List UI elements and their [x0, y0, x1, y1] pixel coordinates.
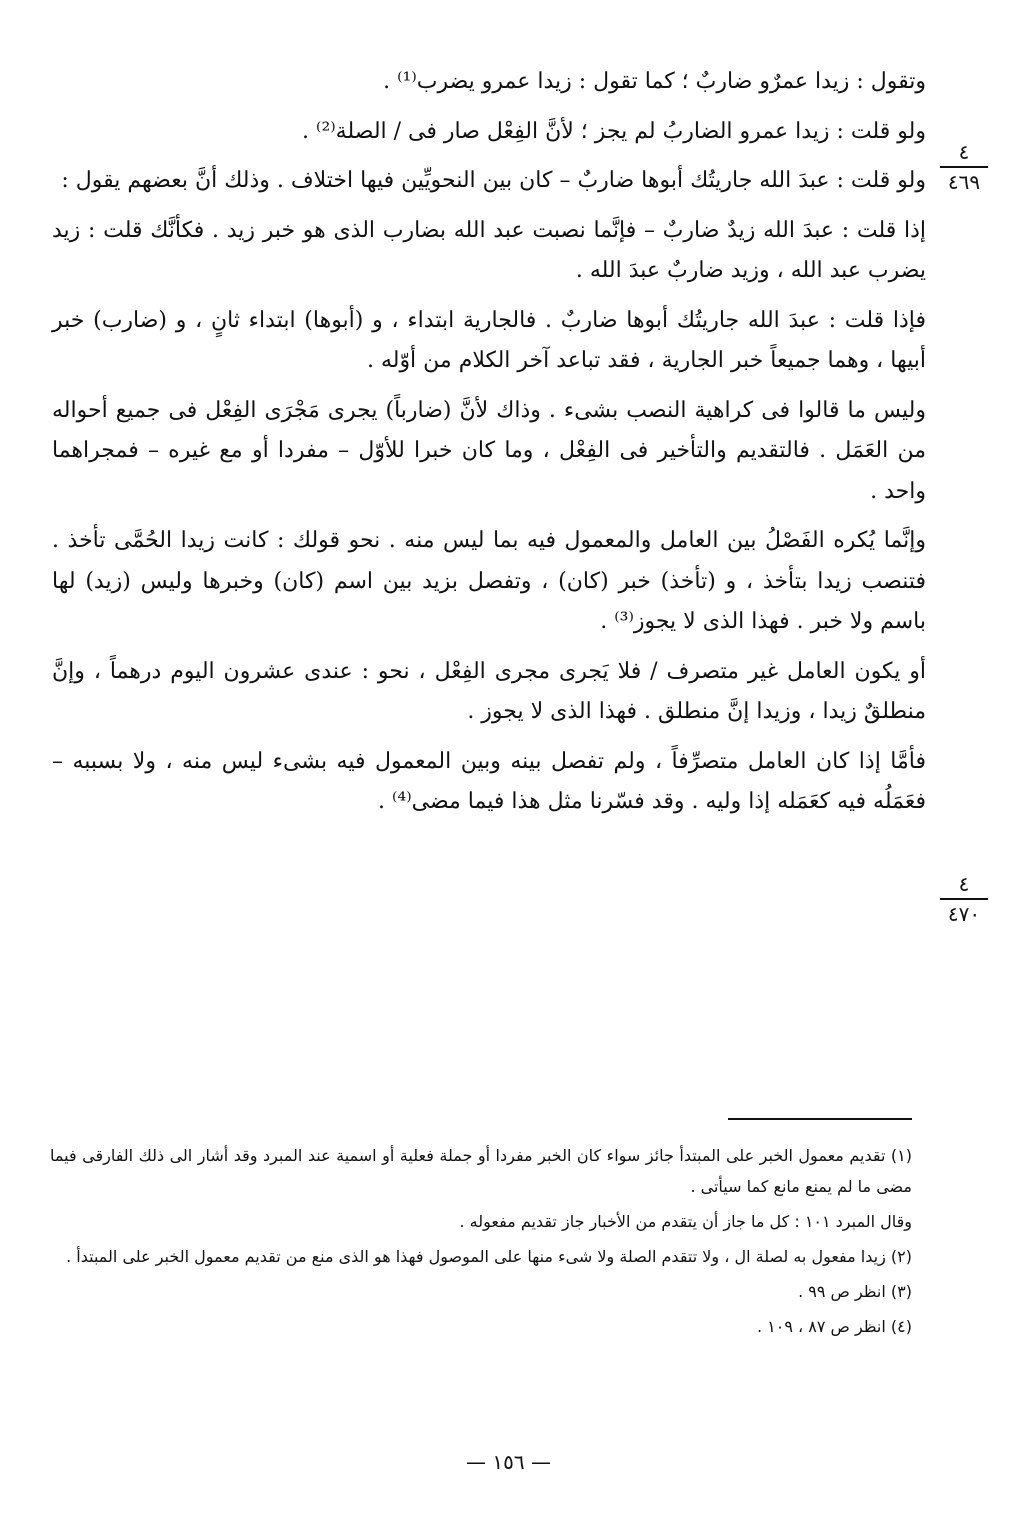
page-number: — ١٥٦ — [466, 1450, 551, 1474]
margin-reference-volume: ٤ [958, 140, 970, 164]
main-text [52, 62, 926, 832]
paragraph-7: وإنَّما يُكره الفَصْلُ بين العامل والمعمول فيه بما ليس منه . نحو قولك : كانت زيدا الحُمَّى تأخذ . فتنصب زيدا بتأخذ ، و (تأخذ) خبر (كان) ، وتفصل بزيد بين اسم (كان) وخبرها وليس (زيد) لها باسم ولا خبر . فهذا الذى لا يجوز⁽³⁾ . [52, 528, 926, 634]
footnotes [50, 1140, 912, 1346]
margin-reference-page: ٤٧٠ [947, 902, 981, 926]
paragraph-1: وتقول : زيدا عمرٌو ضاربٌ ؛ كما تقول : زيدا عمرو يضرب⁽¹⁾ . [383, 69, 926, 94]
margin-reference-1 [936, 140, 992, 194]
paragraph-4: إذا قلت : عبدَ الله زيدٌ ضاربٌ – فإنَّما نصبت عبد الله بضارب الذى هو خبر زيد . فكأنَّك قلت : زيد يضرب عبد الله ، وزيد ضاربٌ عبدَ الله . [52, 217, 926, 283]
margin-reference-2 [936, 872, 992, 926]
paragraph-2: ولو قلت : زيدا عمرو الضاربُ لم يجز ؛ لأنَّ الفِعْل صار فى / الصلة⁽²⁾ . [302, 118, 926, 144]
footnote-2: (٢) زيدا مفعول به لصلة ال ، ولا تتقدم الصلة ولا شىء منها على الموصول فهذا هو الذى منع من تقديم معمول الخبر على المبتدأ . [66, 1247, 912, 1266]
margin-reference-divider [940, 166, 988, 168]
margin-reference-volume: ٤ [958, 872, 970, 896]
footnote-1: (١) تقديم معمول الخبر على المبتدأ جائز سواء كان الخبر مفردا أو جملة فعلية أو اسمية عند المبرد وقد أشار الى ذلك الفارقى فيما مضى ما لم يمنع مانع كما سيأتى . [50, 1146, 912, 1196]
footnote-separator [728, 1118, 912, 1120]
paragraph-3: ولو قلت : عبدَ الله جاريتُك أبوها ضاربٌ – كان بين النحويِّين فيها اختلاف . وذلك أنَّ بعضهم يقول : [61, 168, 926, 193]
margin-reference-divider [940, 898, 988, 900]
margin-reference-page: ٤٦٩ [947, 170, 981, 194]
footnote-1-continued: وقال المبرد ١٠١ : كل ما جاز أن يتقدم من الأخبار جاز تقديم مفعوله . [459, 1212, 912, 1231]
paragraph-6: وليس ما قالوا فى كراهية النصب بشىء . وذاك لأنَّ (ضارباً) يجرى مَجْرَى الفِعْل فى جميع أحواله من العَمَل . فالتقديم والتأخير فى الفِعْل ، وما كان خبرا للأوّل – مفردا أو مع غيره – فمجراهما واحد . [52, 397, 926, 504]
footnote-4: (٤) انظر ص ٨٧ ، ١٠٩ . [756, 1317, 912, 1336]
paragraph-5: فإذا قلت : عبدَ الله جاريتُك أبوها ضاربٌ . فالجارية ابتداء ، و (أبوها) ابتداء ثانٍ ، و (ضارب) خبر أبيها ، وهما جميعاً خبر الجارية ، فقد تباعد آخر الكلام من أوّله . [52, 307, 926, 373]
paragraph-9: فأمَّا إذا كان العامل متصرِّفاً ، ولم تفصل بينه وبين المعمول فيه بشىء ليس منه ، ولا بسببه – فعَمَلُه فيه كعَمَله إذا وليه . وقد فسّرنا مثل هذا فيما مضى⁽⁴⁾ . [52, 748, 926, 814]
footnote-3: (٣) انظر ص ٩٩ . [798, 1282, 912, 1301]
paragraph-8: أو يكون العامل غير متصرف / فلا يَجرى مجرى الفِعْل ، نحو : عندى عشرون اليوم درهماً ، وإنَّ منطلقٌ زيدا ، وزيدا إنَّ منطلق . فهذا الذى لا يجوز . [52, 658, 926, 724]
